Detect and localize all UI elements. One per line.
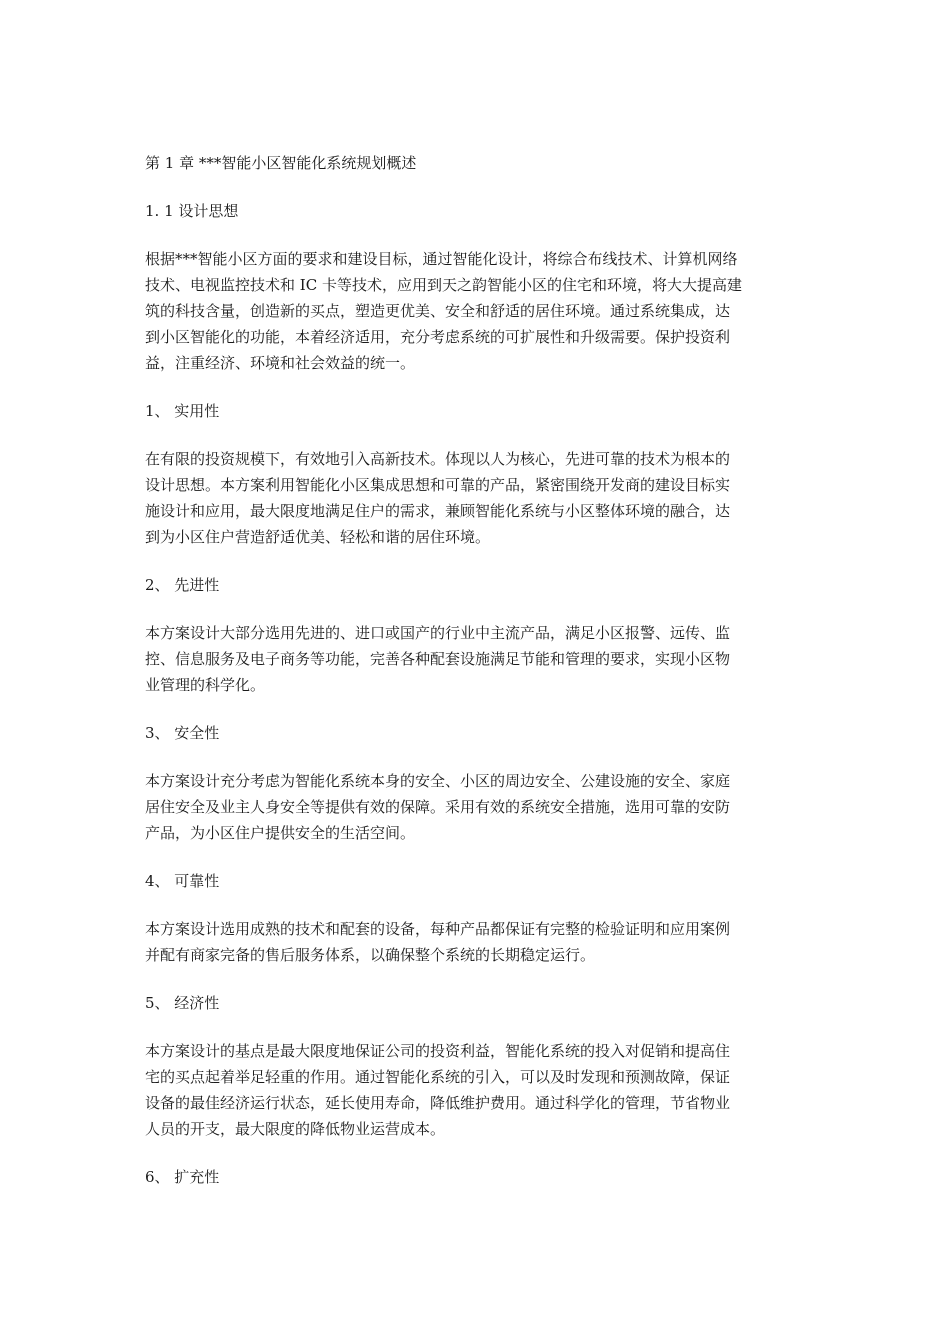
body-line: 本方案设计的基点是最大限度地保证公司的投资利益，智能化系统的投入对促销和提高住: [145, 1042, 731, 1060]
body-line: 设备的最佳经济运行状态，延长使用寿命，降低维护费用。通过科学化的管理，节省物业: [145, 1094, 731, 1112]
intro-line: 根据***智能小区方面的要求和建设目标，通过智能化设计，将综合布线技术、计算机网络: [145, 250, 738, 268]
body-line: 到为小区住户营造舒适优美、轻松和谐的居住环境。: [145, 528, 491, 546]
item-heading-expandability: 6、 扩充性: [145, 1168, 220, 1186]
item-heading-reliability: 4、 可靠性: [145, 872, 220, 890]
intro-line: 技术、电视监控技术和 IC 卡等技术，应用到天之韵智能小区的住宅和环境，将大大提高建: [145, 276, 742, 294]
body-line: 产品，为小区住户提供安全的生活空间。: [145, 824, 416, 842]
section-title: 1. 1 设计思想: [145, 202, 239, 220]
item-body-reliability: [145, 916, 807, 968]
body-line: 控、信息服务及电子商务等功能，完善各种配套设施满足节能和管理的要求，实现小区物: [145, 650, 731, 668]
body-line: 业管理的科学化。: [145, 676, 266, 694]
item-heading-security: 3、 安全性: [145, 724, 220, 742]
body-line: 人员的开支，最大限度的降低物业运营成本。: [145, 1120, 446, 1138]
body-line: 宅的买点起着举足轻重的作用。通过智能化系统的引入，可以及时发现和预测故障，保证: [145, 1068, 731, 1086]
body-line: 在有限的投资规模下，有效地引入高新技术。体现以人为核心，先进可靠的技术为根本的: [145, 450, 731, 468]
body-line: 本方案设计充分考虑为智能化系统本身的安全、小区的周边安全、公建设施的安全、家庭: [145, 772, 731, 790]
item-body-security: [145, 768, 807, 846]
item-body-economy: [145, 1038, 807, 1142]
item-body-advancement: [145, 620, 807, 698]
body-line: 设计思想。本方案利用智能化小区集成思想和可靠的产品，紧密围绕开发商的建设目标实: [145, 476, 731, 494]
intro-line: 益，注重经济、环境和社会效益的统一。: [145, 354, 416, 372]
body-line: 居住安全及业主人身安全等提供有效的保障。采用有效的系统安全措施，选用可靠的安防: [145, 798, 731, 816]
body-line: 本方案设计大部分选用先进的、进口或国产的行业中主流产品，满足小区报警、远传、监: [145, 624, 731, 642]
body-line: 施设计和应用，最大限度地满足住户的需求，兼顾智能化系统与小区整体环境的融合，达: [145, 502, 731, 520]
item-body-practicality: [145, 446, 807, 550]
intro-line: 筑的科技含量，创造新的买点，塑造更优美、安全和舒适的居住环境。通过系统集成，达: [145, 302, 731, 320]
body-line: 并配有商家完备的售后服务体系，以确保整个系统的长期稳定运行。: [145, 946, 596, 964]
intro-paragraph: [145, 246, 807, 376]
document-page: [145, 150, 807, 1212]
chapter-title: 第 1 章 ***智能小区智能化系统规划概述: [145, 154, 417, 172]
item-heading-advancement: 2、 先进性: [145, 576, 220, 594]
body-line: 本方案设计选用成熟的技术和配套的设备，每种产品都保证有完整的检验证明和应用案例: [145, 920, 731, 938]
item-heading-economy: 5、 经济性: [145, 994, 220, 1012]
item-heading-practicality: 1、 实用性: [145, 402, 220, 420]
intro-line: 到小区智能化的功能，本着经济适用，充分考虑系统的可扩展性和升级需要。保护投资利: [145, 328, 731, 346]
